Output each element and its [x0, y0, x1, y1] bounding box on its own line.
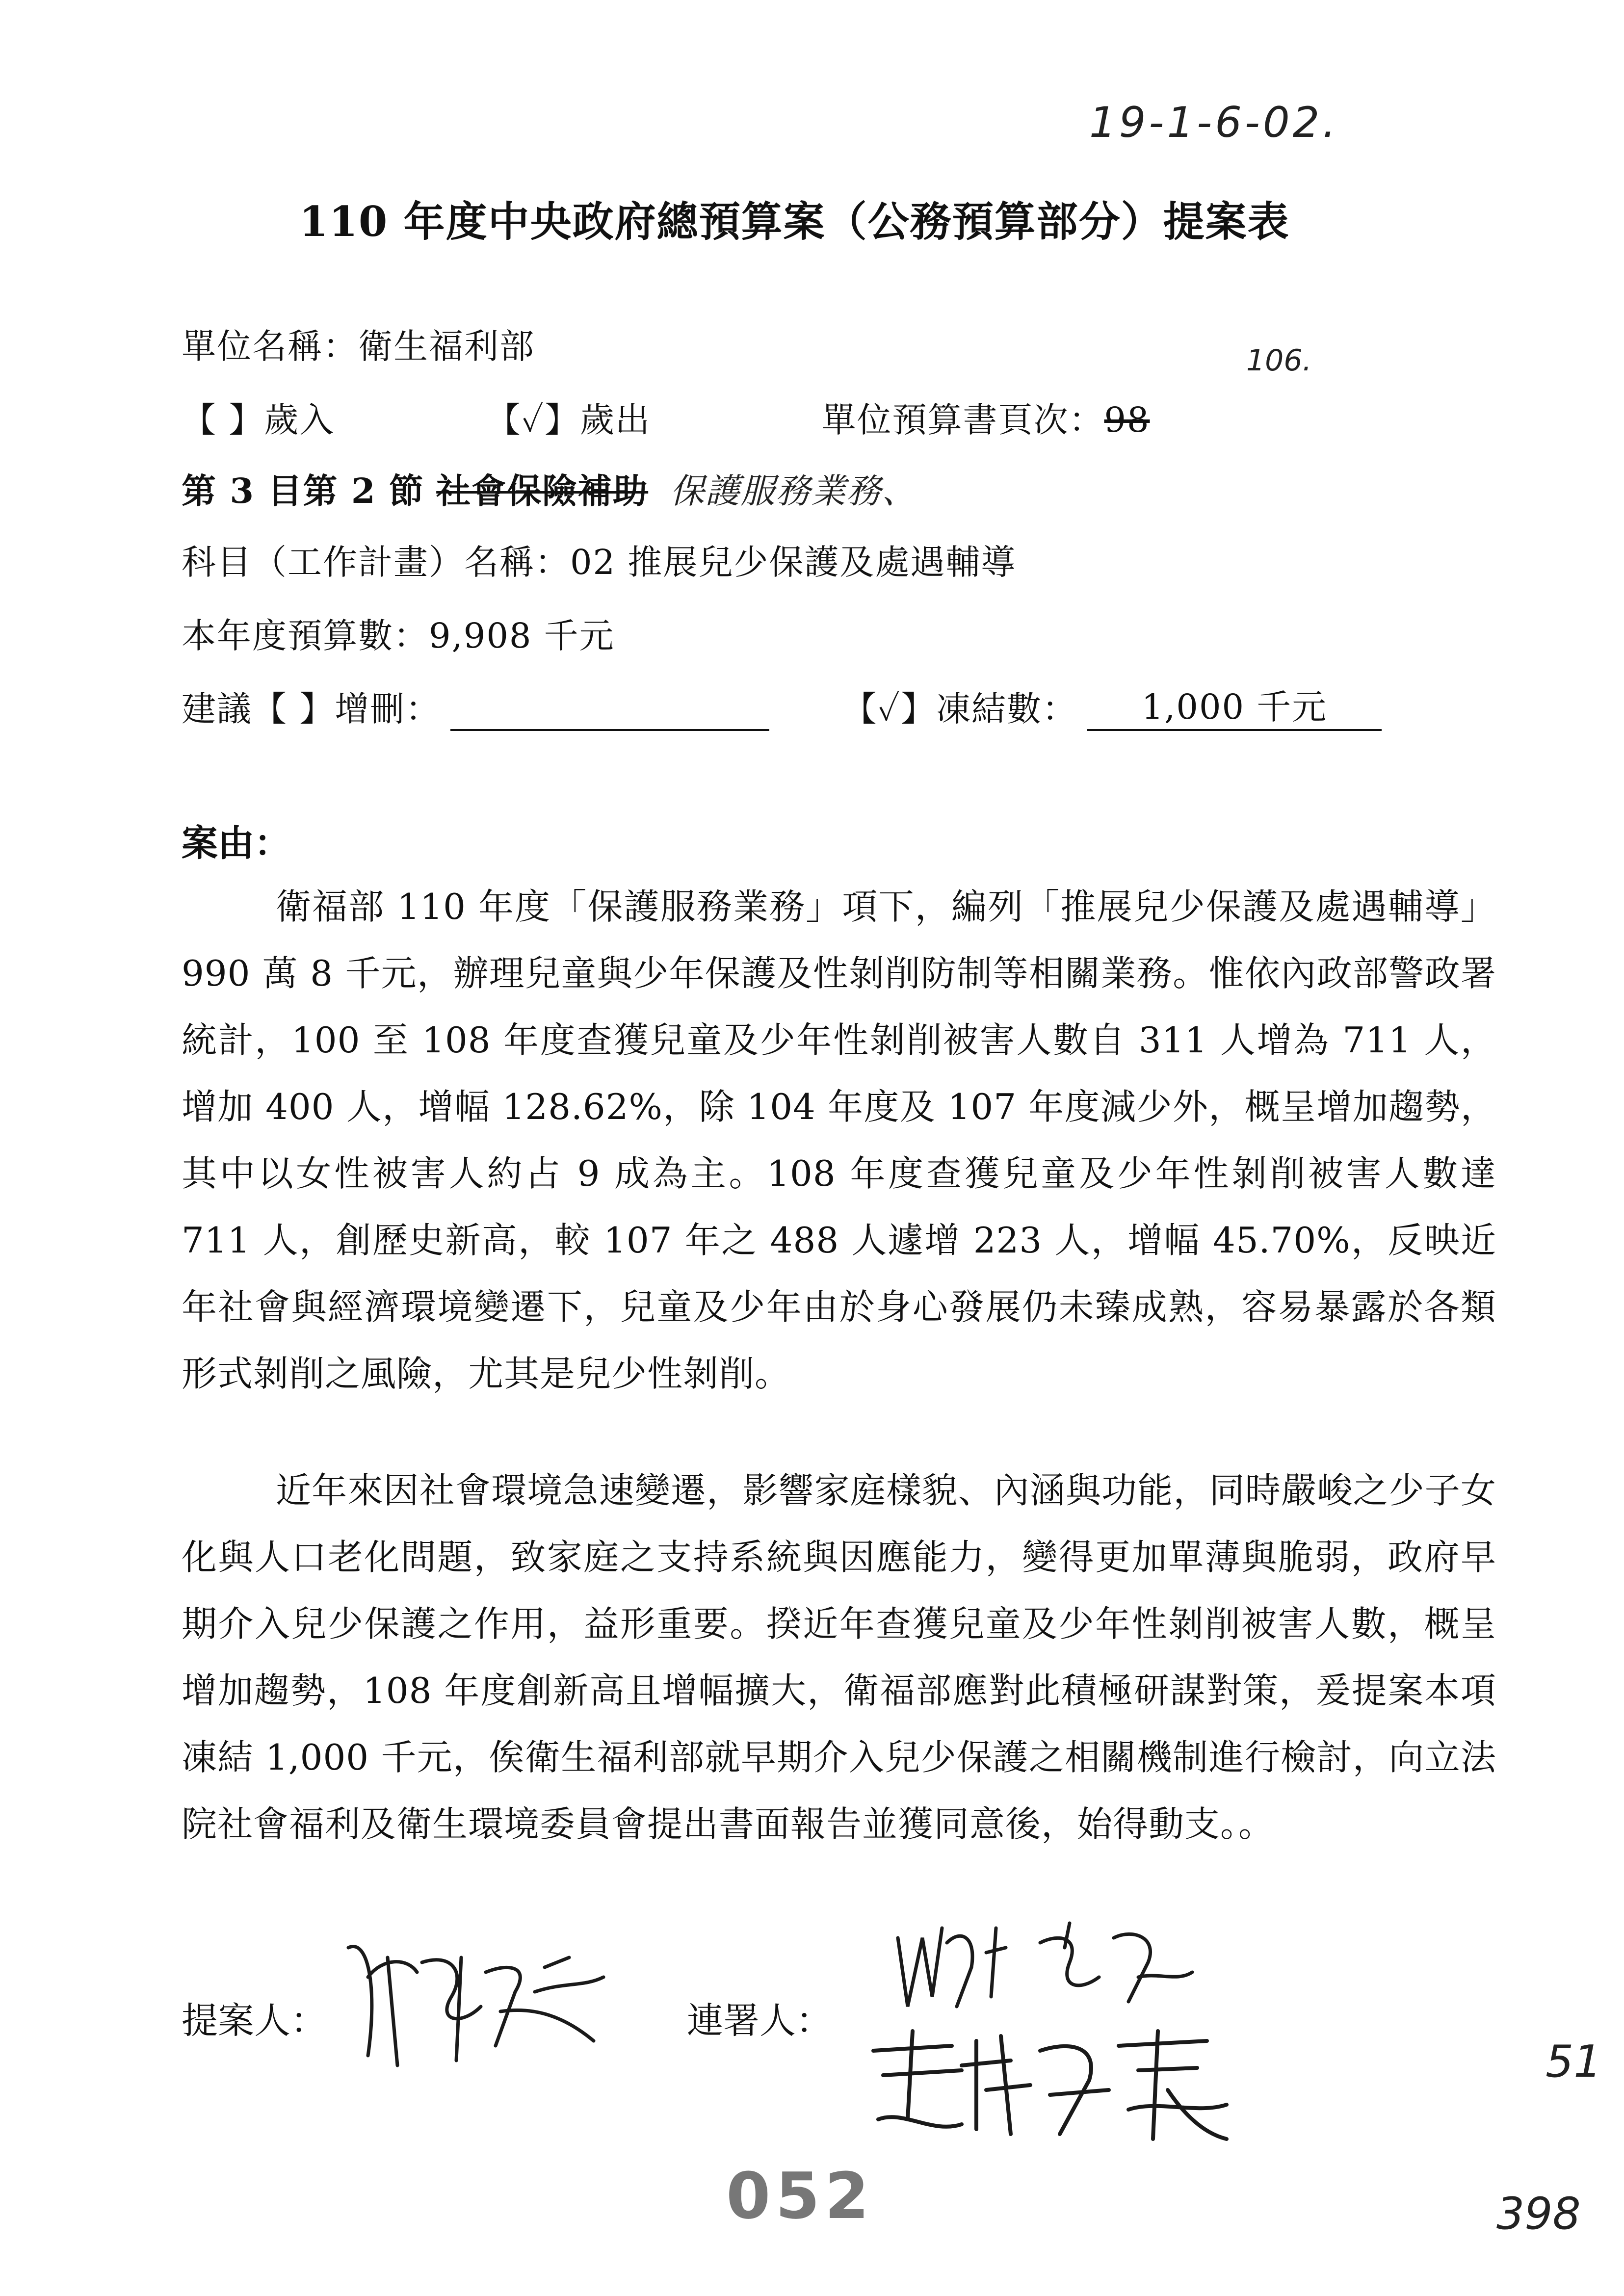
subject-label: 科目（工作計畫）名稱： — [182, 542, 570, 582]
proposer-signature — [339, 1928, 613, 2075]
subject-value: 02 推展兒少保護及處遇輔導 — [570, 542, 1017, 582]
suggestion-row — [182, 679, 1382, 731]
reason-paragraph-1: 衛福部 110 年度「保護服務業務」項下，編列「推展兒少保護及處遇輔導」990 萬 8 千元，辦理兒童與少年保護及性剝削防制等相關業務。惟依內政部警政署統計，100 至 108 年度查獲兒童及少年性剝削被害人數自 311 人增為 711 人，增加 400 人，增幅 128.62%，除 104 年度及 107 年度減少外，概呈增加趨勢，其中以女性被害人約占 9 成為主。108 年度查獲兒童及少年性剝削被害人數達 711 人，創歷史新高，較 107 年之 488 人遽增 223 人，增幅 45.70%，反映近年社會與經濟環境變遷下，兒童及少年由於身心發展仍未臻成熟，容易暴露於各類形式剝削之風險，尤其是兒少性剝削。 — [182, 886, 1496, 1394]
expense-checkbox[interactable]: 【✓】 — [486, 400, 580, 440]
page-title: 110 年度中央政府總預算案（公務預算部分）提案表 — [299, 197, 1290, 246]
revenue-checkbox[interactable]: 【 】 — [182, 400, 264, 440]
cosigner-signature-2 — [864, 2021, 1236, 2149]
proposer-label: 提案人： — [182, 2000, 327, 2042]
delete-label: 增刪： — [335, 689, 441, 729]
expense-label: 歲出 — [579, 400, 651, 440]
handwritten-section-name: 保護服務業務、 — [670, 471, 917, 511]
unit-row — [182, 319, 535, 368]
section-row — [182, 464, 917, 513]
section-prefix: 第 3 目第 2 節 — [182, 470, 424, 511]
budget-type-row — [182, 392, 1150, 442]
margin-note-51: 51 — [1545, 2036, 1602, 2087]
budget-page-value: 98 — [1104, 400, 1150, 440]
revenue-label: 歲入 — [264, 400, 335, 440]
subject-row — [182, 535, 1016, 584]
cosigner-signature-1 — [893, 1908, 1197, 2016]
budget-page-handwritten-note: 106. — [1246, 343, 1312, 378]
page-number-stamp: 052 — [726, 2159, 874, 2233]
budget-label: 本年度預算數： — [182, 616, 429, 656]
budget-row — [182, 608, 615, 658]
struck-section-name: 社會保險補助 — [436, 470, 649, 511]
freeze-label: 凍結數： — [936, 689, 1077, 729]
reason-paragraph-2: 近年來因社會環境急速變遷，影響家庭樣貌、內涵與功能，同時嚴峻之少子女化與人口老化問題，致家庭之支持系統與因應能力，變得更加單薄與脆弱，政府早期介入兒少保護之作用，益形重要。揆近年查獲兒童及少年性剝削被害人數，概呈增加趨勢，108 年度創新高且增幅擴大，衛福部應對此積極研謀對策，爰提案本項凍結 1,000 千元，俟衛生福利部就早期介入兒少保護之相關機制進行檢討，向立法院社會福利及衛生環境委員會提出書面報告並獲同意後，始得動支。。 — [182, 1470, 1496, 1845]
freeze-checkbox[interactable]: 【✓】 — [842, 689, 936, 729]
margin-note-398: 398 — [1496, 2188, 1581, 2240]
budget-value: 9,908 千元 — [429, 616, 615, 656]
suggestion-label: 建議 — [182, 689, 252, 729]
freeze-amount-field[interactable]: 1,000 千元 — [1087, 679, 1382, 731]
cosigner-label: 連署人： — [687, 2000, 832, 2042]
budget-page-label: 單位預算書頁次： — [821, 400, 1104, 440]
delete-amount-field[interactable] — [450, 690, 769, 731]
delete-checkbox[interactable]: 【 】 — [252, 689, 335, 729]
reason-heading: 案由： — [182, 822, 290, 864]
document-reference-number: 19-1-6-02. — [1089, 98, 1339, 147]
unit-label: 單位名稱： — [182, 326, 358, 366]
unit-value: 衛生福利部 — [358, 326, 535, 366]
